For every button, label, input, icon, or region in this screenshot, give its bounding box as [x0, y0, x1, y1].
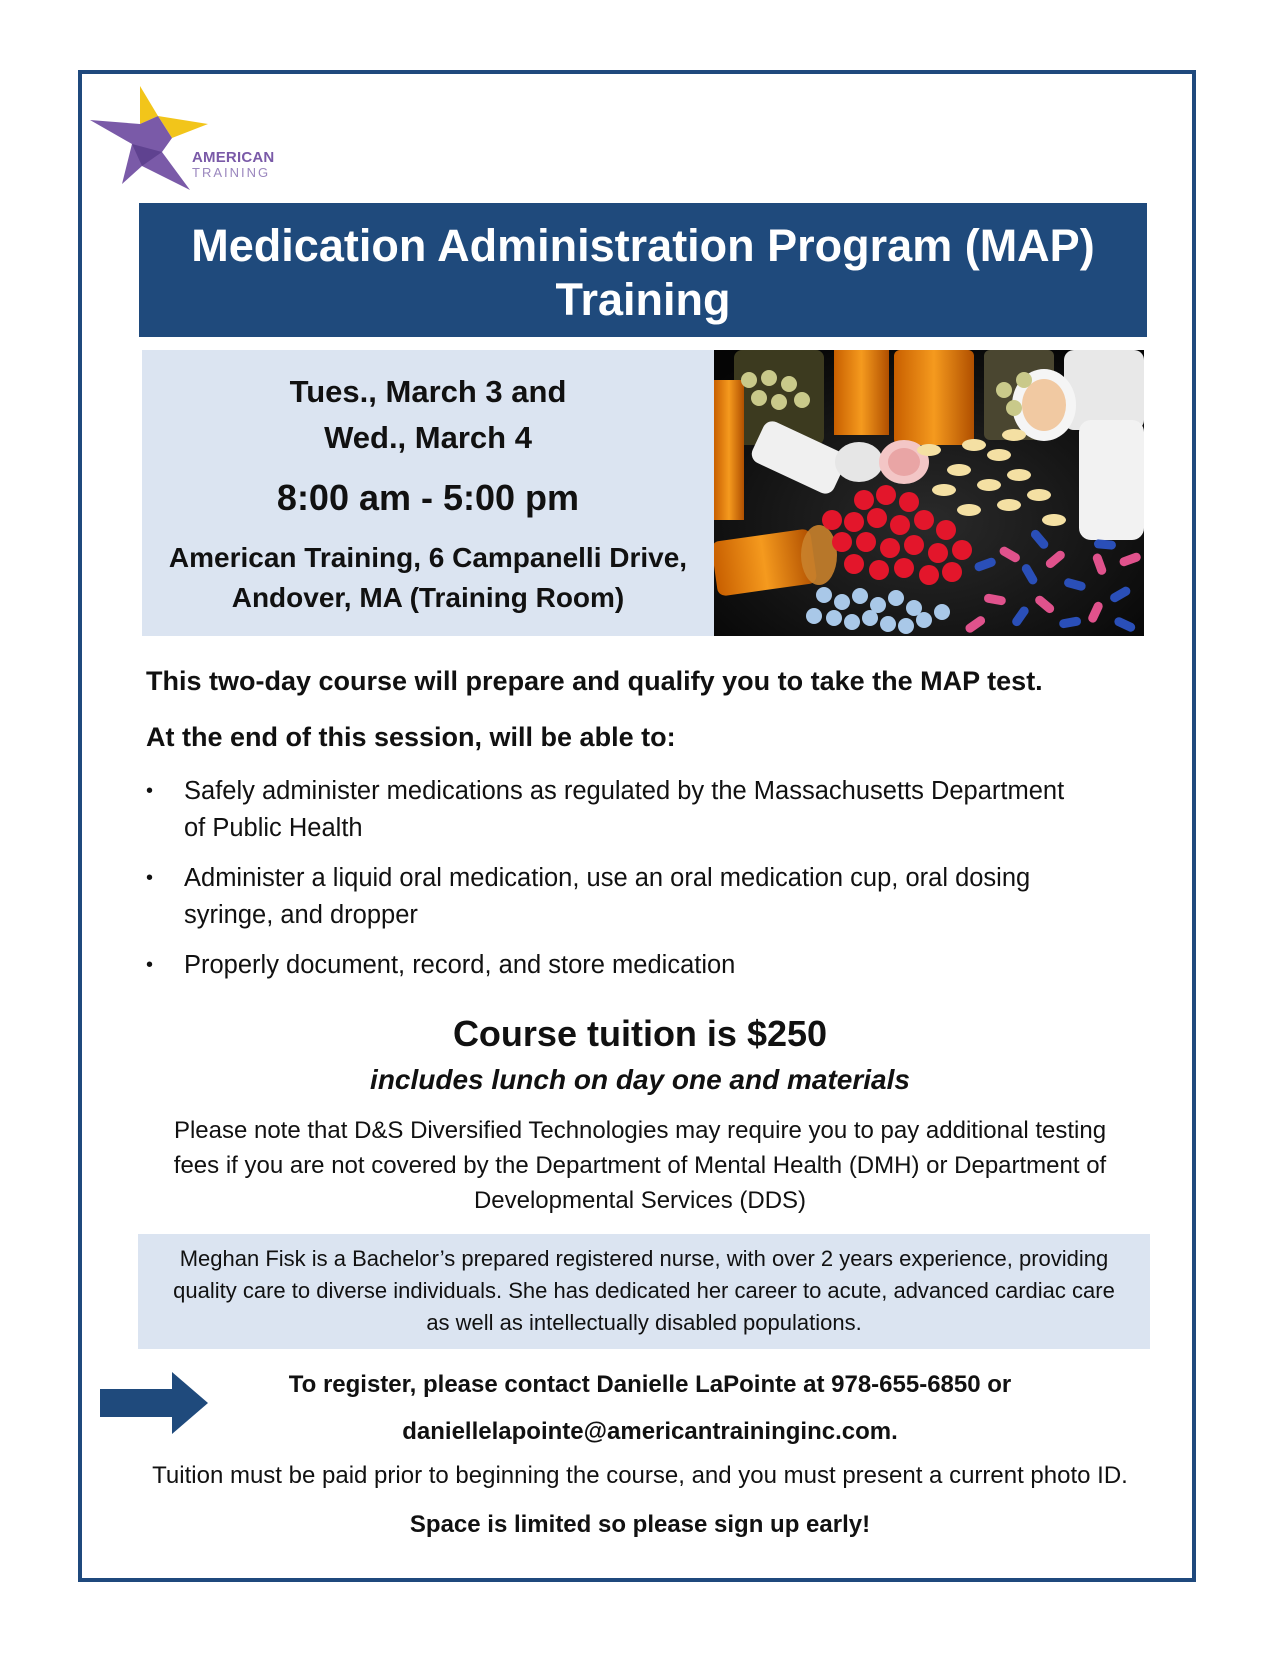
objectives-list	[146, 773, 1136, 997]
objective-line: syringe, and dropper	[184, 901, 418, 929]
objective-item	[146, 773, 1136, 847]
testing-fee-note	[140, 1113, 1140, 1218]
title-line-1: Medication Administration Program (MAP)	[191, 220, 1095, 271]
logo-wordmark	[192, 150, 274, 179]
arrow-right-icon	[100, 1372, 208, 1434]
bio-line: as well as intellectually disabled populations.	[426, 1310, 862, 1335]
logo-line-1: AMERICAN	[192, 149, 275, 166]
course-intro: This two-day course will prepare and qualify you to take the MAP test.	[146, 666, 1043, 696]
event-time: 8:00 am - 5:00 pm	[276, 477, 580, 518]
objective-line: Properly document, record, and store medication	[184, 951, 736, 979]
tuition-headline: Course tuition is $250	[452, 1013, 828, 1054]
objectives-heading: At the end of this session, will be able to:	[146, 722, 676, 752]
title-line-2: Training	[555, 274, 731, 325]
objective-item	[146, 860, 1136, 934]
instructor-bio	[138, 1234, 1150, 1349]
objective-line: Safely administer medications as regulated by the Massachusetts Department	[184, 777, 1065, 805]
objective-line: of Public Health	[184, 814, 363, 842]
tuition-includes: includes lunch on day one and materials	[370, 1064, 910, 1095]
bullet-icon: •	[146, 867, 154, 889]
event-info-box	[142, 350, 714, 636]
registration-email[interactable]: daniellelapointe@americantraininginc.com.	[402, 1418, 898, 1445]
bullet-icon: •	[146, 954, 154, 976]
medication-pills-photo	[714, 350, 1144, 636]
event-dates	[142, 369, 714, 461]
logo-line-2: TRAINING	[192, 165, 271, 180]
title-banner	[139, 203, 1147, 337]
event-date-line-1: Tues., March 3 and	[289, 374, 567, 409]
note-line: Developmental Services (DDS)	[473, 1187, 807, 1214]
objective-item	[146, 947, 1136, 984]
bio-line: quality care to diverse individuals. She has dedicated her career to acute, advanced cardiac care	[173, 1278, 1115, 1303]
event-address	[142, 538, 714, 618]
note-line: fees if you are not covered by the Department of Mental Health (DMH) or Department of	[173, 1152, 1107, 1179]
registration-contact: To register, please contact Danielle LaPointe at 978-655-6850 or	[288, 1371, 1012, 1398]
note-line: Please note that D&S Diversified Technologies may require you to pay additional testing	[173, 1117, 1107, 1144]
bio-line: Meghan Fisk is a Bachelor’s prepared registered nurse, with over 2 years experience, providing	[179, 1246, 1109, 1271]
event-date-line-2: Wed., March 4	[324, 420, 532, 455]
closing-call-to-action: Space is limited so please sign up early!	[409, 1511, 871, 1538]
event-address-line-1: American Training, 6 Campanelli Drive,	[168, 542, 688, 573]
event-address-line-2: Andover, MA (Training Room)	[231, 582, 625, 613]
objective-line: Administer a liquid oral medication, use an oral medication cup, oral dosing	[184, 864, 1031, 892]
pills-illustration	[714, 350, 1144, 636]
bullet-icon: •	[146, 780, 154, 802]
payment-requirement: Tuition must be paid prior to beginning the course, and you must present a current photo ID.	[152, 1462, 1128, 1489]
